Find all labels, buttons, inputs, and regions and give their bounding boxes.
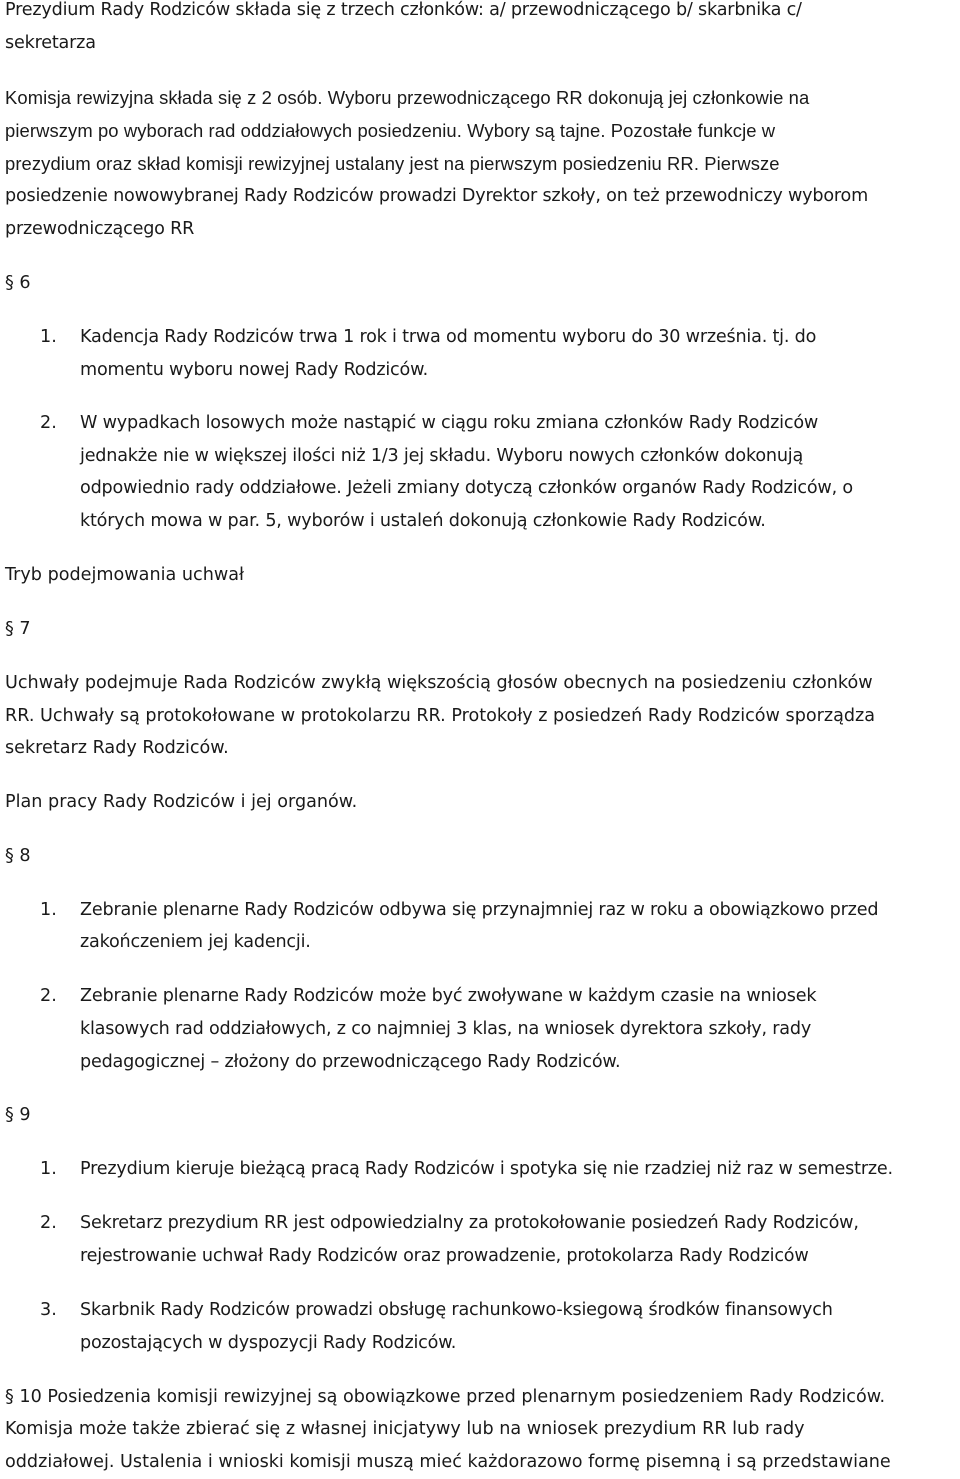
paragraph-line: § 10 Posiedzenia komisji rewizyjnej są obowiązkowe przed plenarnym posiedzeniem Rady Rodziców. [5,1387,886,1407]
intro-line: przewodniczącego RR [5,219,195,239]
list-item-text: jednakże nie w większej ilości niż 1/3 jej składu. Wyboru nowych członków dokonują [80,446,804,466]
intro-line: Prezydium Rady Rodziców składa się z trzech członków: a/ przewodniczącego b/ skarbnika c/ [5,0,802,20]
list-item-text: W wypadkach losowych może nastąpić w ciągu roku zmiana członków Rady Rodziców [80,413,819,433]
list-number: 3. [40,1300,57,1320]
list-item-text: klasowych rad oddziałowych, z co najmniej 3 klas, na wniosek dyrektora szkoły, rady [80,1019,812,1039]
list-number: 2. [40,413,57,433]
list-item-text: momentu wyboru nowej Rady Rodziców. [80,360,429,380]
section-heading: § 8 [5,846,31,866]
list-item-text: pozostających w dyspozycji Rady Rodziców. [80,1333,457,1353]
list-item-text: Kadencja Rady Rodziców trwa 1 rok i trwa od momentu wyboru do 30 września. tj. do [80,327,817,347]
section-heading: § 7 [5,619,31,639]
section-title: Plan pracy Rady Rodziców i jej organów. [5,792,358,812]
intro-line: sekretarza [5,33,96,53]
intro-line: prezydium oraz skład komisji rewizyjnej ustalany jest na pierwszym posiedzeniu RR. Pierwsze [5,153,780,174]
paragraph-line: Uchwały podejmuje Rada Rodziców zwykłą większością głosów obecnych na posiedzeniu członków [5,673,873,693]
list-item-text: Sekretarz prezydium RR jest odpowiedzialny za protokołowanie posiedzeń Rady Rodziców, [80,1213,859,1233]
paragraph-line: oddziałowej. Ustalenia i wnioski komisji muszą mieć każdorazowo formę pisemną i są przedstawiane [5,1452,891,1472]
list-number: 1. [40,327,57,347]
paragraph-line: Komisja może także zbierać się z własnej inicjatywy lub na wniosek prezydium RR lub rady [5,1419,805,1439]
list-item-text: Zebranie plenarne Rady Rodziców może być zwoływane w każdym czasie na wniosek [80,986,817,1006]
list-item-text: zakończeniem jej kadencji. [80,932,311,952]
paragraph-line: RR. Uchwały są protokołowane w protokolarzu RR. Protokoły z posiedzeń Rady Rodziców sporządza [5,706,876,726]
list-item-text: odpowiednio rady oddziałowe. Jeżeli zmiany dotyczą członków organów Rady Rodziców, o [80,478,853,498]
list-number: 1. [40,900,57,920]
list-item-text: pedagogicznej – złożony do przewodniczącego Rady Rodziców. [80,1052,621,1072]
intro-line: posiedzenie nowowybranej Rady Rodziców prowadzi Dyrektor szkoły, on też przewodniczy wyborom [5,186,869,206]
section-heading: § 6 [5,273,31,293]
section-title: Tryb podejmowania uchwał [5,565,245,585]
list-number: 1. [40,1159,57,1179]
list-item-text: których mowa w par. 5, wyborów i ustaleń dokonują członkowie Rady Rodziców. [80,511,766,531]
section-heading: § 9 [5,1105,31,1125]
list-item-text: Prezydium kieruje bieżącą pracą Rady Rodziców i spotyka się nie rzadziej niż raz w semestrze. [80,1159,893,1179]
list-item-text: Skarbnik Rady Rodziców prowadzi obsługę rachunkowo-ksiegową środków finansowych [80,1300,833,1320]
list-item-text: rejestrowanie uchwał Rady Rodziców oraz prowadzenie, protokolarza Rady Rodziców [80,1246,809,1266]
intro-line: pierwszym po wyborach rad oddziałowych posiedzeniu. Wybory są tajne. Pozostałe funkcje w [5,120,776,141]
intro-line: Komisja rewizyjna składa się z 2 osób. Wyboru przewodniczącego RR dokonują jej członkowie na [5,87,810,108]
list-number: 2. [40,986,57,1006]
list-number: 2. [40,1213,57,1233]
paragraph-line: sekretarz Rady Rodziców. [5,738,229,758]
list-item-text: Zebranie plenarne Rady Rodziców odbywa się przynajmniej raz w roku a obowiązkowo przed [80,900,879,920]
